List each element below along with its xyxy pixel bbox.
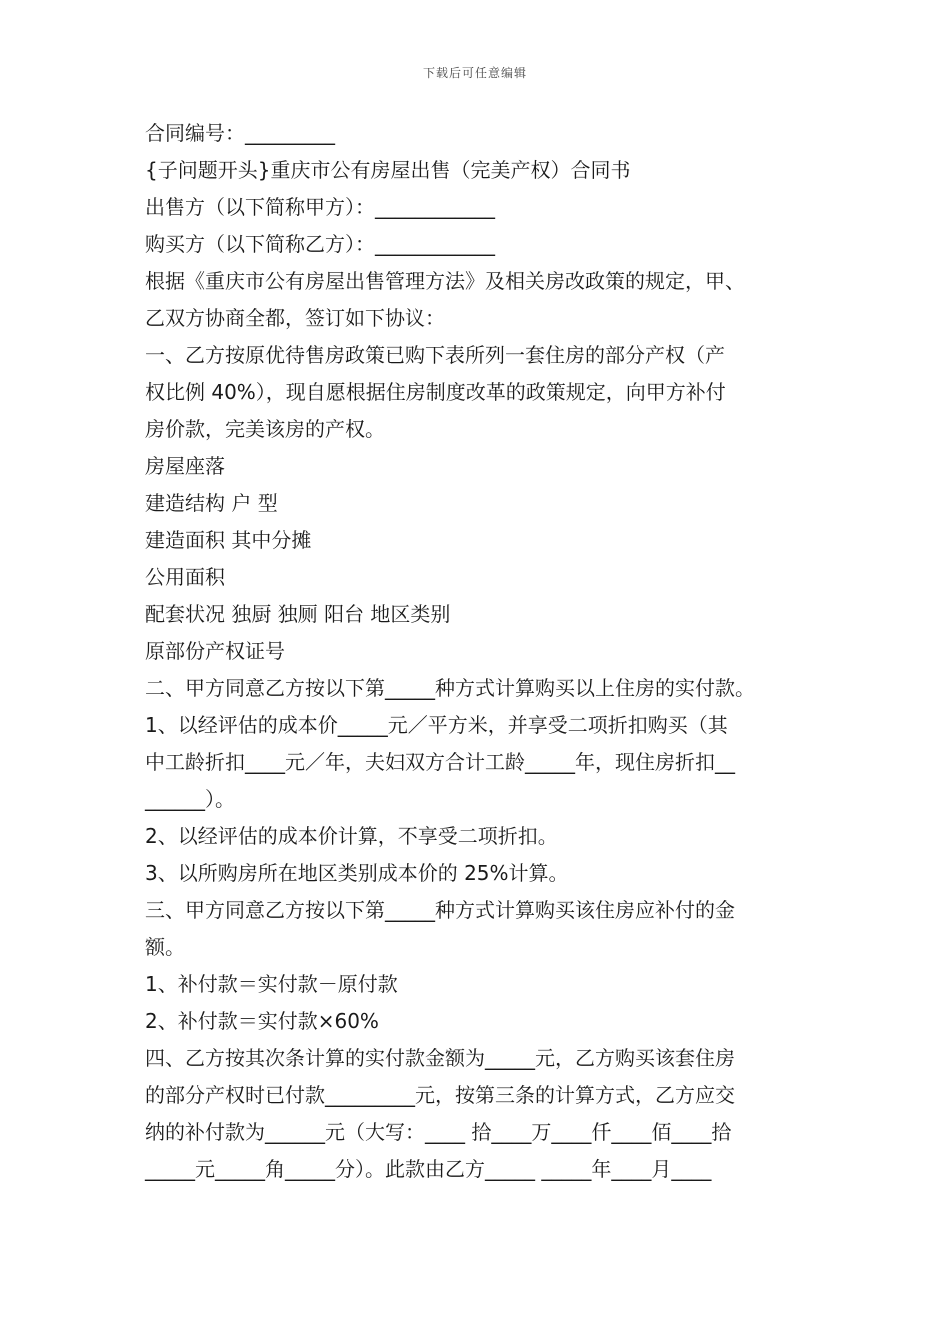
clause-four-line: 的部分产权时已付款_________元，按第三条的计算方式，乙方应交 xyxy=(145,1083,735,1107)
clause-three-item-line: 1、补付款＝实付款－原付款 xyxy=(145,972,398,996)
certificate-line: 原部份产权证号 xyxy=(145,639,285,663)
clause-four-line: 四、乙方按其次条计算的实付款金额为_____元，乙方购买该套住房 xyxy=(145,1046,735,1070)
clause-three-item-line: 2、补付款＝实付款×60% xyxy=(145,1009,379,1033)
paragraph-line: 根据《重庆市公有房屋出售管理方法》及相关房改政策的规定，甲、 xyxy=(145,269,745,293)
clause-four-line: 纳的补付款为______元（大写：____ 拾____万____仟____佰____拾 xyxy=(145,1120,732,1144)
page-header: 下载后可任意编辑 xyxy=(422,66,527,80)
buyer-line: 购买方（以下简称乙方）：____________ xyxy=(145,232,495,256)
seller-line: 出售方（以下简称甲方）：____________ xyxy=(145,195,495,219)
clause-two-item-line: 2、以经评估的成本价计算，不享受二项折扣。 xyxy=(145,824,558,848)
clause-one-line: 权比例 40%），现自愿根据住房制度改革的政策规定，向甲方补付 xyxy=(145,380,726,404)
house-location-line: 房屋座落 xyxy=(145,454,225,478)
public-area-line: 公用面积 xyxy=(145,565,225,589)
area-line: 建造面积 其中分摊 xyxy=(145,528,312,552)
clause-two-item-line: 3、以所购房所在地区类别成本价的 25%计算。 xyxy=(145,861,569,885)
clause-three-line: 额。 xyxy=(145,935,185,959)
clause-two-item-line: 1、以经评估的成本价_____元／平方米，并享受二项折扣购买（其 xyxy=(145,713,728,737)
clause-four-line: _____元_____角_____分）。此款由乙方_____ _____年____月____ xyxy=(145,1157,712,1181)
clause-one-line: 一、乙方按原优待售房政策已购下表所列一套住房的部分产权（产 xyxy=(145,343,725,367)
clause-two-item-line: 中工龄折扣____元／年，夫妇双方合计工龄_____年，现住房折扣__ xyxy=(145,750,735,774)
document-body xyxy=(145,115,815,1188)
clause-two-line: 二、甲方同意乙方按以下第_____种方式计算购买以上住房的实付款。 xyxy=(145,676,755,700)
paragraph-line: 乙双方协商全都，签订如下协议： xyxy=(145,306,445,330)
structure-line: 建造结构 户 型 xyxy=(145,491,278,515)
clause-two-item-line: ______）。 xyxy=(145,787,235,811)
contract-number-line: 合同编号：_________ xyxy=(145,121,335,145)
facilities-line: 配套状况 独厨 独厕 阳台 地区类别 xyxy=(145,602,451,626)
contract-title-line: {子问题开头}重庆市公有房屋出售（完美产权）合同书 xyxy=(145,158,631,182)
clause-one-line: 房价款，完美该房的产权。 xyxy=(145,417,385,441)
clause-three-line: 三、甲方同意乙方按以下第_____种方式计算购买该住房应补付的金 xyxy=(145,898,735,922)
